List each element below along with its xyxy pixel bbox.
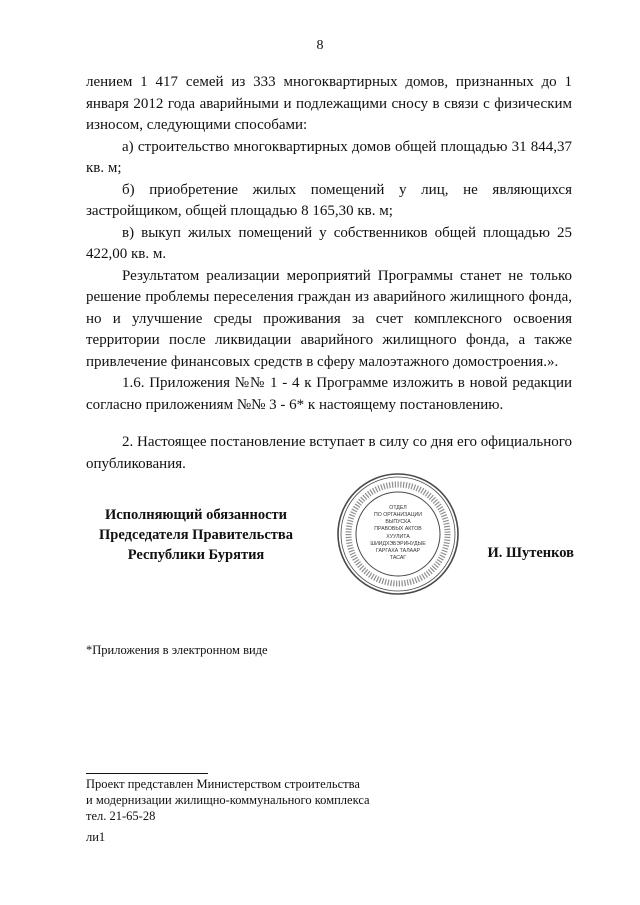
project-note (86, 776, 370, 824)
paragraph-option-b: б) приобретение жилых помещений у лиц, не являющихся застройщиком, общей площадью 8 165,30 кв. м; (86, 181, 572, 219)
paragraph-option-a: а) строительство многоквартирных домов общей площадью 31 844,37 кв. м; (86, 138, 572, 176)
footer-divider (86, 773, 208, 774)
document-code: ли1 (86, 830, 106, 844)
stamp-text-3: ВЫПУСКА (385, 519, 411, 525)
page-number: 8 (316, 38, 324, 53)
paragraph-item-2: 2. Настоящее постановление вступает в силу со дня его официального опубликования. (86, 434, 572, 472)
stamp-text-8: ТАСАГ (389, 555, 407, 561)
paragraph-intro: лением 1 417 семей из 333 многоквартирных домов, признанных до 1 января 2012 года аварийными и подлежащими сносу в связи с физическим износом, следующими способами: (86, 74, 572, 133)
paragraph-result: Результатом реализации мероприятий Программы станет не только решение проблемы переселения граждан из аварийного жилищного фонда, но и улучшение среды проживания за счет комплексного освоения территории после ликвидации аварийного жилищного фонда, а также привлечение финансовых средств в сферу малоэтажного домостроения.». (86, 267, 572, 370)
project-note-phone: тел. 21-65-28 (86, 809, 156, 823)
stamp-text-4: ПРАВОВЫХ АКТОВ (374, 526, 422, 532)
project-note-line-2: и модернизации жилищно-коммунального комплекса (86, 793, 370, 807)
signatory-name: И. Шутенков (487, 545, 574, 561)
paragraph-item-1-6: 1.6. Приложения №№ 1 - 4 к Программе изложить в новой редакции согласно приложениям №№ 3 - 6* к настоящему постановлению. (86, 375, 572, 413)
signature-position (86, 505, 306, 565)
signature-title-line-2: Председателя Правительства (99, 527, 293, 543)
footnote: *Приложения в электронном виде (86, 643, 268, 657)
project-note-line-1: Проект представлен Министерством строительства (86, 777, 360, 791)
stamp-text-6: ШИИДХЭБЭРИНУДЫЕ (370, 541, 426, 547)
paragraph-option-c: в) выкуп жилых помещений у собственников общей площадью 25 422,00 кв. м. (86, 224, 572, 262)
signature-title-line-3: Республики Бурятия (127, 547, 265, 563)
stamp-text-1: ОТДЕЛ (389, 505, 407, 511)
stamp-text-2: ПО ОРГАНИЗАЦИИ (374, 512, 422, 518)
signature-title-line-1: Исполняющий обязанности (104, 507, 288, 523)
stamp-text-5: ХУУЛИТА (386, 534, 410, 540)
official-stamp (336, 472, 460, 596)
stamp-text-7: ГАРГАХА ТАЛААР (375, 548, 421, 554)
document-body (86, 72, 572, 475)
